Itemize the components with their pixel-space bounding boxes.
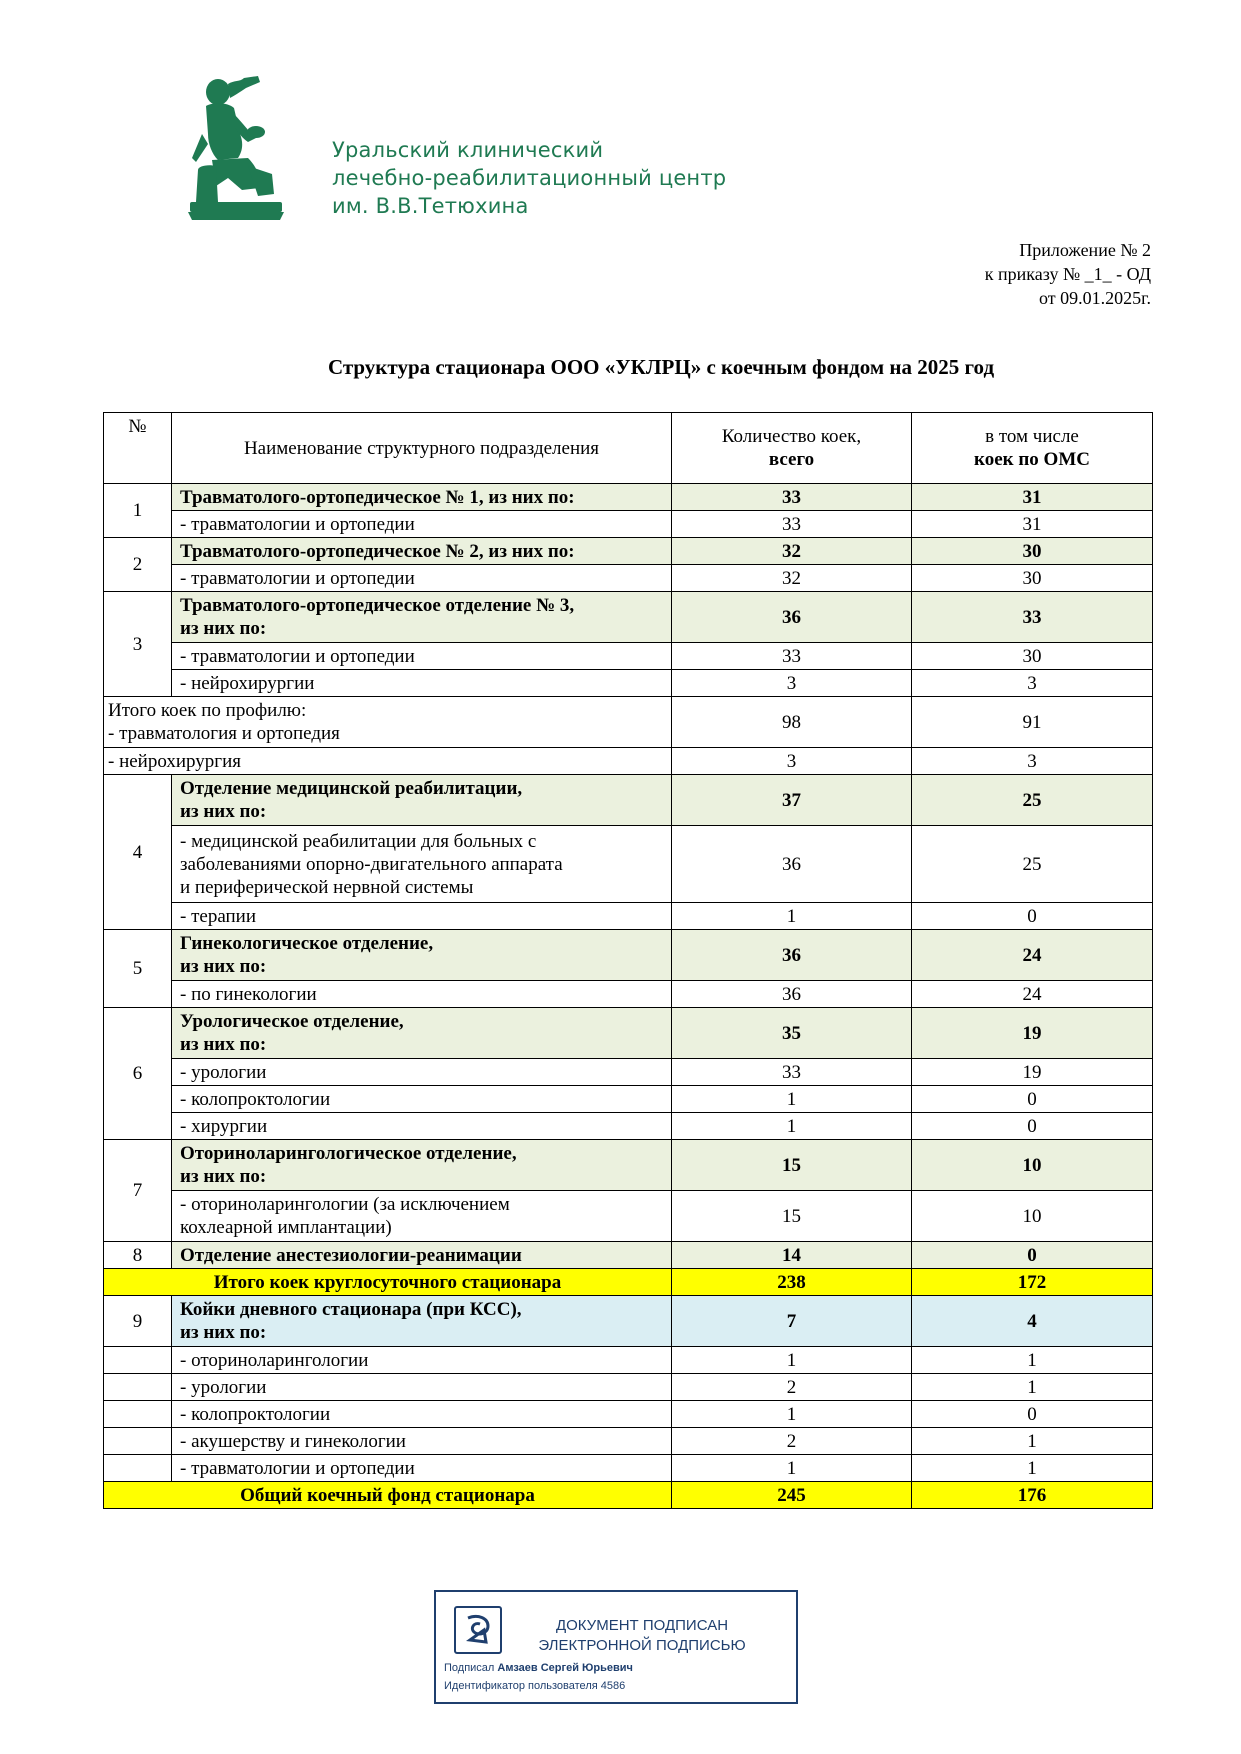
row-number: 5 xyxy=(104,930,172,1008)
beds-oms: 10 xyxy=(912,1140,1153,1191)
beds-oms: 0 xyxy=(912,1086,1153,1113)
row-number: 8 xyxy=(104,1242,172,1269)
annex-line: к приказу № _1_ - ОД xyxy=(984,264,1151,284)
beds-oms: 33 xyxy=(912,592,1153,643)
beds-oms: 0 xyxy=(912,903,1153,930)
profile-name: - колопроктологии xyxy=(172,1086,672,1113)
profile-name: - травматологии и ортопедии xyxy=(172,643,672,670)
beds-oms: 1 xyxy=(912,1455,1153,1482)
beds-total: 1 xyxy=(672,1455,912,1482)
table-row xyxy=(104,1008,1153,1059)
beds-oms: 30 xyxy=(912,565,1153,592)
e-signature-stamp xyxy=(434,1590,798,1704)
beds-total: 3 xyxy=(672,670,912,697)
statue-logo-icon xyxy=(188,74,284,222)
beds-total: 2 xyxy=(672,1428,912,1455)
table-row xyxy=(104,1242,1153,1269)
profile-name: - оториноларингологии xyxy=(172,1347,672,1374)
table-row xyxy=(104,1374,1153,1401)
stamp-user-id: Идентификатор пользователя 4586 xyxy=(444,1680,626,1692)
department-name: Травматолого-ортопедическое № 1, из них по: xyxy=(172,484,672,511)
table-row xyxy=(104,511,1153,538)
beds-total: 1 xyxy=(672,1347,912,1374)
profile-name: - терапии xyxy=(172,903,672,930)
row-number: 1 xyxy=(104,484,172,538)
table-total-row xyxy=(104,1269,1153,1296)
profile-name: - нейрохирургии xyxy=(172,670,672,697)
table-row xyxy=(104,1455,1153,1482)
signature-logo-icon xyxy=(454,1606,502,1654)
profile-total-label: - нейрохирургия xyxy=(104,748,672,775)
row-number xyxy=(104,1401,172,1428)
total-label: Итого коек круглосуточного стационара xyxy=(104,1269,672,1296)
row-number: 4 xyxy=(104,775,172,930)
department-name: Урологическое отделение, из них по: xyxy=(172,1008,672,1059)
beds-total: 36 xyxy=(672,592,912,643)
table-row xyxy=(104,565,1153,592)
table-row xyxy=(104,670,1153,697)
row-number xyxy=(104,1374,172,1401)
beds-total: 36 xyxy=(672,826,912,903)
beds-oms: 0 xyxy=(912,1113,1153,1140)
table-row xyxy=(104,1428,1153,1455)
document-title: Структура стационара ООО «УКЛРЦ» с коечным фондом на 2025 год xyxy=(327,355,995,379)
beds-oms: 19 xyxy=(912,1059,1153,1086)
beds-total: 36 xyxy=(672,930,912,981)
beds-oms: 30 xyxy=(912,643,1153,670)
table-row xyxy=(104,1113,1153,1140)
beds-total: 1 xyxy=(672,1113,912,1140)
table-row xyxy=(104,643,1153,670)
table-row xyxy=(104,484,1153,511)
beds-total: 32 xyxy=(672,538,912,565)
beds-total: 33 xyxy=(672,511,912,538)
organization-name xyxy=(332,136,726,220)
table-row xyxy=(104,1086,1153,1113)
profile-name: - травматологии и ортопедии xyxy=(172,1455,672,1482)
stamp-heading-line: ДОКУМЕНТ ПОДПИСАН xyxy=(555,1617,729,1634)
beds-total: 1 xyxy=(672,903,912,930)
table-row xyxy=(104,1296,1153,1347)
profile-total-label: Итого коек по профилю: - травматология и ортопедия xyxy=(104,697,672,748)
department-name: Отделение медицинской реабилитации, из них по: xyxy=(172,775,672,826)
profile-name: - травматологии и ортопедии xyxy=(172,511,672,538)
table-row xyxy=(104,748,1153,775)
table-row xyxy=(104,1401,1153,1428)
beds-oms: 3 xyxy=(912,670,1153,697)
row-number: 2 xyxy=(104,538,172,592)
beds-total: 3 xyxy=(672,748,912,775)
total-label: Общий коечный фонд стационара xyxy=(104,1482,672,1509)
beds-total: 7 xyxy=(672,1296,912,1347)
beds-oms: 19 xyxy=(912,1008,1153,1059)
beds-total: 2 xyxy=(672,1374,912,1401)
beds-total: 98 xyxy=(672,697,912,748)
beds-total: 37 xyxy=(672,775,912,826)
profile-name: - оториноларингологии (за исключением кохлеарной имплантации) xyxy=(172,1191,672,1242)
beds-total: 245 xyxy=(672,1482,912,1509)
beds-oms: 4 xyxy=(912,1296,1153,1347)
annex-line: от 09.01.2025г. xyxy=(1039,288,1151,308)
beds-total: 36 xyxy=(672,981,912,1008)
beds-oms: 25 xyxy=(912,826,1153,903)
department-name: Оториноларингологическое отделение, из них по: xyxy=(172,1140,672,1191)
profile-name: - по гинекологии xyxy=(172,981,672,1008)
beds-total: 33 xyxy=(672,643,912,670)
annex-reference xyxy=(985,238,1151,310)
row-number xyxy=(104,1347,172,1374)
org-name-line: Уральский клинический xyxy=(332,138,604,162)
table-row xyxy=(104,538,1153,565)
beds-oms: 1 xyxy=(912,1347,1153,1374)
beds-oms: 91 xyxy=(912,697,1153,748)
beds-total: 35 xyxy=(672,1008,912,1059)
table-row xyxy=(104,592,1153,643)
beds-total: 32 xyxy=(672,565,912,592)
table-row xyxy=(104,826,1153,903)
beds-oms: 0 xyxy=(912,1401,1153,1428)
table-row xyxy=(104,1140,1153,1191)
row-number: 6 xyxy=(104,1008,172,1140)
table-row xyxy=(104,903,1153,930)
beds-oms: 31 xyxy=(912,511,1153,538)
department-name: Отделение анестезиологии-реанимации xyxy=(172,1242,672,1269)
beds-oms: 25 xyxy=(912,775,1153,826)
table-total-row xyxy=(104,1482,1153,1509)
table-row xyxy=(104,775,1153,826)
beds-oms: 24 xyxy=(912,981,1153,1008)
beds-oms: 10 xyxy=(912,1191,1153,1242)
beds-total: 1 xyxy=(672,1086,912,1113)
table-row xyxy=(104,930,1153,981)
stamp-heading-line: ЭЛЕКТРОННОЙ ПОДПИСЬЮ xyxy=(538,1637,746,1654)
stamp-signer: Подписал Амзаев Сергей Юрьевич xyxy=(444,1662,633,1674)
beds-total: 15 xyxy=(672,1191,912,1242)
table-row xyxy=(104,1347,1153,1374)
table-row xyxy=(104,1059,1153,1086)
header-name: Наименование структурного подразделения xyxy=(172,413,672,484)
row-number: 7 xyxy=(104,1140,172,1242)
beds-oms: 0 xyxy=(912,1242,1153,1269)
table-header-row xyxy=(104,413,1153,484)
profile-name: - травматологии и ортопедии xyxy=(172,565,672,592)
beds-total: 15 xyxy=(672,1140,912,1191)
profile-name: - урологии xyxy=(172,1059,672,1086)
row-number xyxy=(104,1428,172,1455)
beds-oms: 176 xyxy=(912,1482,1153,1509)
table-row xyxy=(104,697,1153,748)
beds-total: 33 xyxy=(672,1059,912,1086)
stamp-heading xyxy=(522,1616,762,1656)
department-name: Койки дневного стационара (при КСС), из них по: xyxy=(172,1296,672,1347)
profile-name: - медицинской реабилитации для больных с заболеваниями опорно-двигательного аппарата и периферической нервной системы xyxy=(172,826,672,903)
header-total: Количество коек, всего xyxy=(672,413,912,484)
beds-oms: 3 xyxy=(912,748,1153,775)
department-name: Травматолого-ортопедическое № 2, из них по: xyxy=(172,538,672,565)
annex-line: Приложение № 2 xyxy=(1019,240,1151,260)
table-row xyxy=(104,981,1153,1008)
department-name: Гинекологическое отделение, из них по: xyxy=(172,930,672,981)
beds-total: 33 xyxy=(672,484,912,511)
beds-oms: 31 xyxy=(912,484,1153,511)
row-number xyxy=(104,1455,172,1482)
profile-name: - урологии xyxy=(172,1374,672,1401)
beds-total: 238 xyxy=(672,1269,912,1296)
beds-oms: 24 xyxy=(912,930,1153,981)
profile-name: - колопроктологии xyxy=(172,1401,672,1428)
beds-total: 1 xyxy=(672,1401,912,1428)
row-number: 9 xyxy=(104,1296,172,1347)
beds-oms: 30 xyxy=(912,538,1153,565)
header-num: № xyxy=(104,413,172,484)
beds-total: 14 xyxy=(672,1242,912,1269)
department-name: Травматолого-ортопедическое отделение № 3, из них по: xyxy=(172,592,672,643)
header-oms: в том числе коек по ОМС xyxy=(912,413,1153,484)
org-name-line: лечебно-реабилитационный центр xyxy=(332,166,727,190)
org-name-line: им. В.В.Тетюхина xyxy=(332,194,529,218)
beds-oms: 172 xyxy=(912,1269,1153,1296)
row-number: 3 xyxy=(104,592,172,697)
bed-fund-table xyxy=(103,412,1153,1509)
profile-name: - хирургии xyxy=(172,1113,672,1140)
beds-oms: 1 xyxy=(912,1428,1153,1455)
profile-name: - акушерству и гинекологии xyxy=(172,1428,672,1455)
table-row xyxy=(104,1191,1153,1242)
beds-oms: 1 xyxy=(912,1374,1153,1401)
